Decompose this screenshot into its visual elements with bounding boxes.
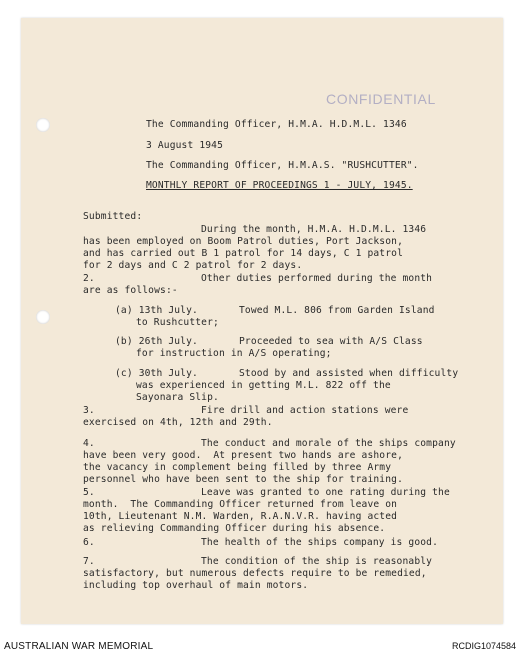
para4-number: 4. bbox=[83, 438, 95, 449]
para6-number: 6. bbox=[83, 537, 95, 548]
para7-line: The condition of the ship is reasonably bbox=[201, 556, 433, 567]
para5-line: Leave was granted to one rating during the bbox=[201, 487, 450, 498]
para1-line: has been employed on Boom Patrol duties, Port Jackson, bbox=[83, 236, 403, 247]
para7-line: satisfactory, but numerous defects require to be remedied, bbox=[83, 568, 427, 579]
item-b-label: (b) 26th July. bbox=[115, 336, 198, 347]
item-b-line: Proceeded to sea with A/S Class bbox=[239, 336, 423, 347]
para7-line: including top overhaul of main motors. bbox=[83, 580, 309, 591]
header-date: 3 August 1945 bbox=[146, 140, 224, 151]
para5-line: month. The Commanding Officer returned from leave on bbox=[83, 499, 398, 510]
header-from: The Commanding Officer, H.M.A. H.D.M.L. 1346 bbox=[146, 119, 407, 130]
para2-number: 2. bbox=[83, 273, 95, 284]
para5-line: as relieving Commanding Officer during his absence. bbox=[83, 523, 386, 534]
para4-line: the vacancy in complement being filled by three Army bbox=[83, 462, 392, 473]
para3-number: 3. bbox=[83, 405, 95, 416]
archive-credit: AUSTRALIAN WAR MEMORIAL bbox=[4, 641, 154, 652]
confidential-stamp: CONFIDENTIAL bbox=[326, 91, 436, 107]
para4-line: have been very good. At present two hands are ashore, bbox=[83, 450, 403, 461]
para3-line: exercised on 4th, 12th and 29th. bbox=[83, 417, 273, 428]
submitted-label: Submitted: bbox=[83, 211, 143, 222]
punch-hole-top bbox=[36, 118, 50, 132]
item-a-line: Towed M.L. 806 from Garden Island bbox=[239, 305, 435, 316]
item-c-label: (c) 30th July. bbox=[115, 368, 198, 379]
item-a-label: (a) 13th July. bbox=[115, 305, 198, 316]
para2-text: Other duties performed during the month bbox=[201, 273, 433, 284]
item-a-line: to Rushcutter; bbox=[136, 317, 219, 328]
para4-line: The conduct and morale of the ships company bbox=[201, 438, 456, 449]
para5-line: 10th, Lieutenant N.M. Warden, R.A.N.V.R. having acted bbox=[83, 511, 398, 522]
para2-cont: are as follows:- bbox=[83, 285, 178, 296]
para7-number: 7. bbox=[83, 556, 95, 567]
para3-line: Fire drill and action stations were bbox=[201, 405, 409, 416]
punch-hole-bottom bbox=[36, 310, 50, 324]
para1-line: During the month, H.M.A. H.D.M.L. 1346 bbox=[201, 224, 427, 235]
item-c-line: was experienced in getting M.L. 822 off the bbox=[136, 380, 391, 391]
para4-line: personnel who have been sent to the ship for training. bbox=[83, 474, 403, 485]
para1-line: and has carried out B 1 patrol for 14 days, C 1 patrol bbox=[83, 248, 403, 259]
para6-text: The health of the ships company is good. bbox=[201, 537, 439, 548]
header-to: The Commanding Officer, H.M.A.S. "RUSHCUTTER". bbox=[146, 160, 419, 171]
item-c-line: Sayonara Slip. bbox=[136, 392, 219, 403]
para5-number: 5. bbox=[83, 487, 95, 498]
item-c-line: Stood by and assisted when difficulty bbox=[239, 368, 459, 379]
header-subject: MONTHLY REPORT OF PROCEEDINGS 1 - JULY, 1945. bbox=[146, 180, 413, 191]
para1-line: for 2 days and C 2 patrol for 2 days. bbox=[83, 260, 303, 271]
item-b-line: for instruction in A/S operating; bbox=[136, 348, 332, 359]
archive-id: RCDIG1074584 bbox=[451, 641, 516, 651]
